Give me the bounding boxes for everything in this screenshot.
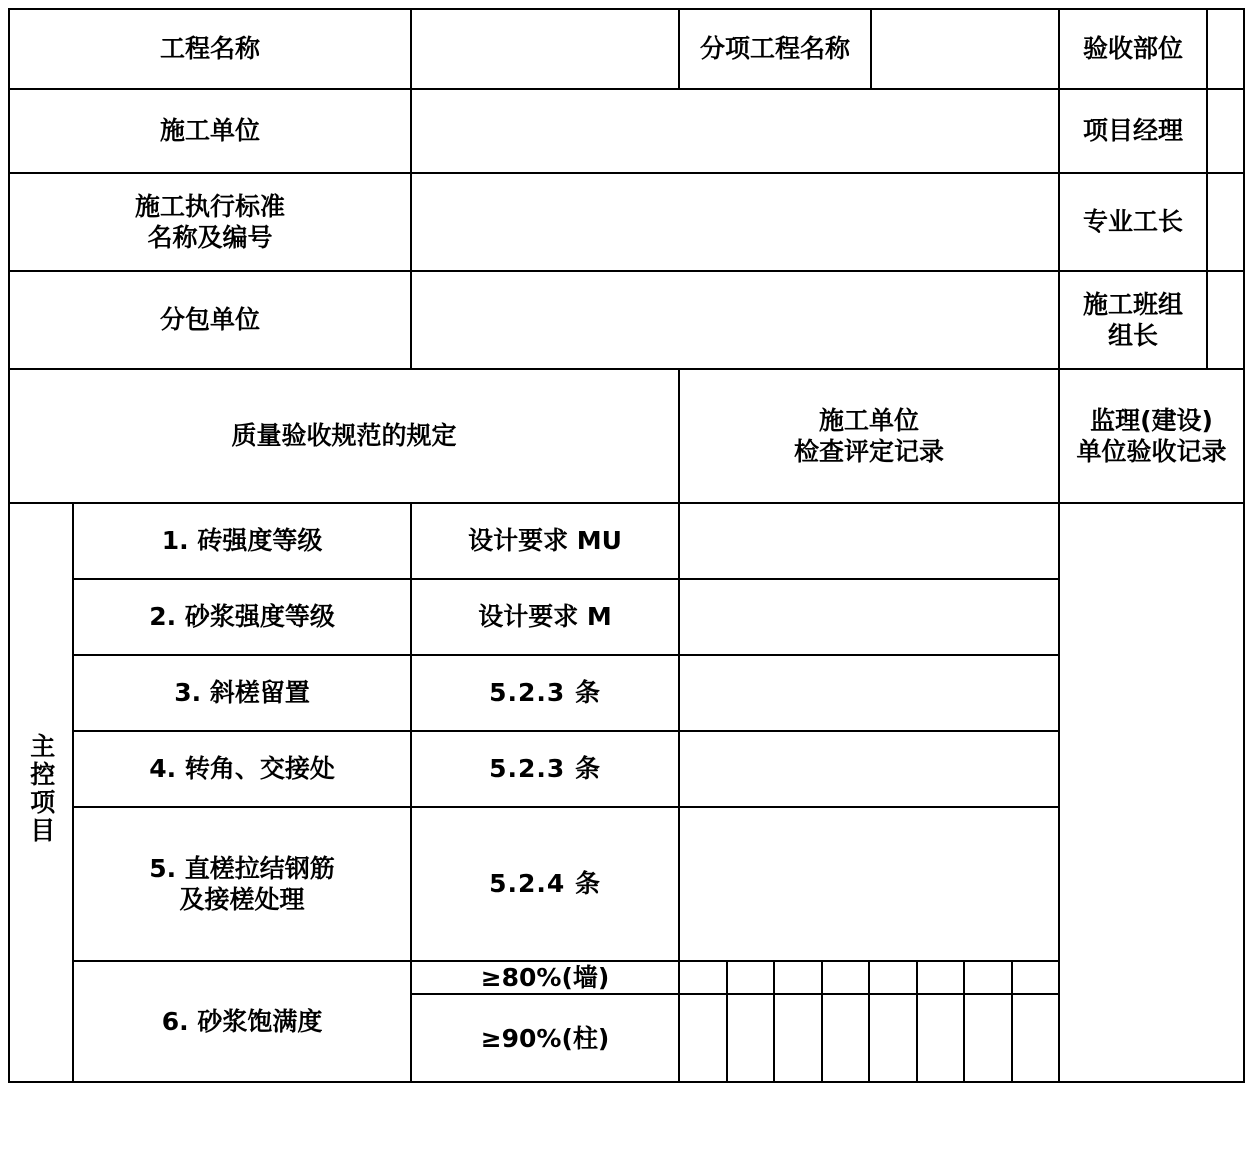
label-subcontractor: 分包单位	[9, 271, 411, 369]
item-title-5-line1: 5. 直槎拉结钢筋	[149, 853, 335, 883]
item-title-5-line2: 及接槎处理	[179, 885, 305, 914]
table-row-item-3	[9, 655, 1244, 731]
record-grid-col[interactable]	[728, 995, 776, 1081]
item-requirement-2: 设计要求 M	[411, 579, 679, 655]
label-team-leader	[1059, 271, 1207, 369]
record-grid-col[interactable]	[680, 995, 728, 1081]
header-supervision-record	[1059, 369, 1244, 503]
value-project-name[interactable]	[411, 9, 679, 89]
header-supervision-record-line2: 单位验收记录	[1076, 437, 1227, 466]
item-no-4: 4.	[149, 754, 177, 784]
record-grid-col[interactable]	[1013, 995, 1059, 1081]
item-name-1	[73, 503, 411, 579]
header-construction-unit-record	[679, 369, 1059, 503]
label-team-leader-line1: 施工班组	[1083, 289, 1184, 319]
item-record-2[interactable]	[679, 579, 1059, 655]
record-grid-col[interactable]	[823, 962, 871, 993]
label-team-leader-line2: 组长	[1108, 321, 1159, 350]
item-title-1: 砖强度等级	[197, 526, 323, 556]
table-row-item-6a	[9, 961, 1244, 994]
item-name-2	[73, 579, 411, 655]
item-name-5	[73, 807, 411, 961]
label-professional-foreman: 专业工长	[1059, 173, 1207, 271]
table-row-item-1	[9, 503, 1244, 579]
side-label-text: 主控项目	[26, 733, 56, 845]
record-grid-col[interactable]	[870, 962, 918, 993]
record-grid-col[interactable]	[775, 962, 823, 993]
item-requirement-1: 设计要求 MU	[411, 503, 679, 579]
table-row-section-headers	[9, 369, 1244, 503]
header-supervision-record-line1: 监理(建设)	[1090, 405, 1213, 435]
label-acceptance-part: 验收部位	[1059, 9, 1207, 89]
label-project-name: 工程名称	[9, 9, 411, 89]
item-record-6a[interactable]	[679, 961, 1059, 994]
value-subcontractor[interactable]	[411, 271, 1059, 369]
item-record-5[interactable]	[679, 807, 1059, 961]
item-record-3[interactable]	[679, 655, 1059, 731]
table-row-subcontractor	[9, 271, 1244, 369]
record-grid-col[interactable]	[1013, 962, 1059, 993]
item-requirement-5: 5.2.4 条	[411, 807, 679, 961]
item-record-4[interactable]	[679, 731, 1059, 807]
table-row-item-5	[9, 807, 1244, 961]
record-grid-col[interactable]	[680, 962, 728, 993]
header-spec-requirements: 质量验收规范的规定	[9, 369, 679, 503]
record-grid-6a	[680, 962, 1058, 993]
value-acceptance-part[interactable]	[1207, 9, 1244, 89]
label-construction-unit: 施工单位	[9, 89, 411, 173]
table-row-project-name	[9, 9, 1244, 89]
table-row-item-4	[9, 731, 1244, 807]
item-requirement-6a: ≥80%(墙)	[411, 961, 679, 994]
record-grid-col[interactable]	[870, 995, 918, 1081]
header-construction-unit-record-line1: 施工单位	[819, 405, 920, 435]
item-title-2: 砂浆强度等级	[184, 602, 335, 632]
table-row-execution-standard	[9, 173, 1244, 271]
item-no-2: 2.	[149, 602, 177, 632]
record-grid-col[interactable]	[918, 995, 966, 1081]
item-title-4: 转角、交接处	[184, 754, 335, 784]
value-subitem-project-name[interactable]	[871, 9, 1059, 89]
item-no-1: 1.	[161, 526, 189, 556]
record-grid-6b	[680, 995, 1058, 1081]
item-name-3	[73, 655, 411, 731]
value-team-leader[interactable]	[1207, 271, 1244, 369]
side-label-main-control-items	[9, 503, 73, 1082]
item-record-1[interactable]	[679, 503, 1059, 579]
item-requirement-6b: ≥90%(柱)	[411, 994, 679, 1082]
record-grid-col[interactable]	[918, 962, 966, 993]
value-professional-foreman[interactable]	[1207, 173, 1244, 271]
item-title-6: 砂浆饱满度	[197, 1007, 323, 1036]
item-requirement-3: 5.2.3 条	[411, 655, 679, 731]
value-project-manager[interactable]	[1207, 89, 1244, 173]
item-name-4	[73, 731, 411, 807]
item-no-3: 3.	[174, 678, 202, 708]
item-no-6: 6.	[161, 1007, 189, 1036]
label-execution-standard-line2: 名称及编号	[147, 223, 273, 252]
label-subitem-project-name: 分项工程名称	[679, 9, 871, 89]
item-requirement-4: 5.2.3 条	[411, 731, 679, 807]
supervision-record-value[interactable]	[1059, 503, 1244, 1082]
record-grid-col[interactable]	[728, 962, 776, 993]
item-title-3: 斜槎留置	[209, 678, 310, 708]
table-row-construction-unit	[9, 89, 1244, 173]
item-name-6	[73, 961, 411, 1082]
record-grid-col[interactable]	[965, 995, 1013, 1081]
inspection-form-table	[8, 8, 1245, 1083]
value-construction-unit[interactable]	[411, 89, 1059, 173]
table-row-item-2	[9, 579, 1244, 655]
value-execution-standard[interactable]	[411, 173, 1059, 271]
record-grid-col[interactable]	[965, 962, 1013, 993]
record-grid-col[interactable]	[823, 995, 871, 1081]
label-project-manager: 项目经理	[1059, 89, 1207, 173]
label-execution-standard-line1: 施工执行标准	[135, 191, 286, 221]
record-grid-col[interactable]	[775, 995, 823, 1081]
label-execution-standard	[9, 173, 411, 271]
item-record-6b[interactable]	[679, 994, 1059, 1082]
header-construction-unit-record-line2: 检查评定记录	[794, 437, 945, 466]
